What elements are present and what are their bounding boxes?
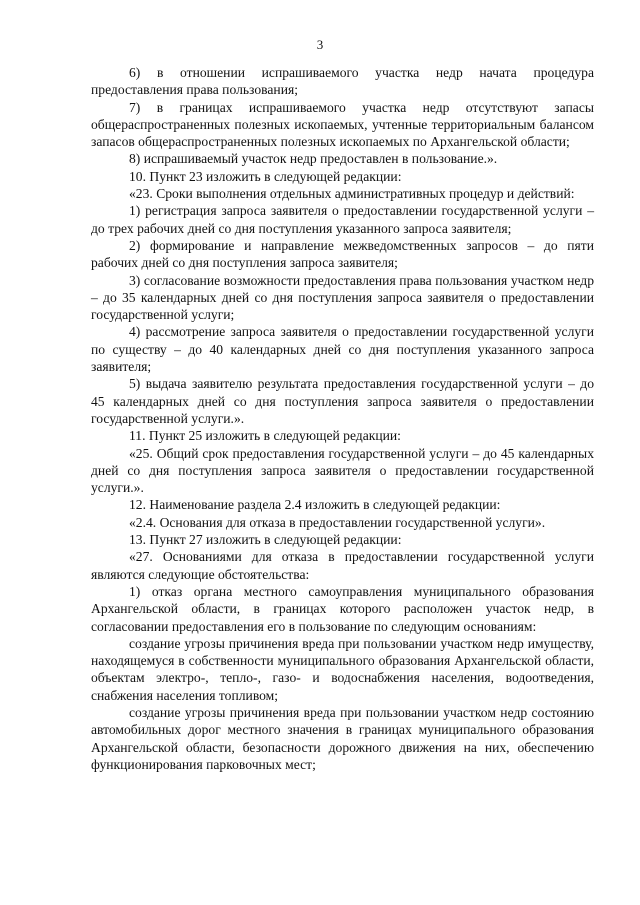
paragraph-clause-27-item-1: 1) отказ органа местного самоуправления муниципального образования Архангельской области, в границах которого расположен участок недр, в согласовании предоставления его в пользование по следующим основаниям: (91, 583, 594, 634)
page-number: 3 (316, 37, 324, 52)
paragraph-item-8: 8) испрашиваемый участок недр предоставлен в пользование.». (129, 151, 498, 167)
paragraph-section-2-4: «2.4. Основания для отказа в предоставлении государственной услуги». (129, 514, 546, 530)
document-body (91, 64, 594, 773)
paragraph-point-11: 11. Пункт 25 изложить в следующей редакции: (129, 428, 401, 444)
paragraph-clause-23-item-5: 5) выдача заявителю результата предоставления государственной услуги – до 45 календарных дней со дня поступления запроса заявителя о предоставлении государственной услуги.». (91, 376, 594, 426)
paragraph-clause-23-item-3: 3) согласование возможности предоставления права пользования участком недр – до 35 календарных дней со дня поступления запроса заявителя о предоставлении государственной услуги; (91, 272, 594, 323)
paragraph-point-13: 13. Пункт 27 изложить в следующей редакции: (129, 532, 402, 548)
paragraph-clause-23: «23. Сроки выполнения отдельных административных процедур и действий: (129, 186, 575, 202)
paragraph-ground-property: создание угрозы причинения вреда при пользовании участком недр имуществу, находящемуся в собственности муниципального образования Архангельской области, объектам электро-, тепло-, газо- и водоснабжения населения, водоотведения, снабжения населения топливом; (91, 635, 594, 703)
paragraph-clause-23-item-4: 4) рассмотрение запроса заявителя о предоставлении государственной услуги по существу – до 40 календарных дней со дня поступления указанного запроса заявителя; (91, 324, 594, 375)
paragraph-clause-25: «25. Общий срок предоставления государственной услуги – до 45 календарных дней со дня поступления запроса заявителя о предоставлении государственной услуги.». (91, 445, 594, 496)
paragraph-ground-roads: создание угрозы причинения вреда при пользовании участком недр состоянию автомобильных дорог местного значения в границах муниципального образования Архангельской области, безопасности дорожного движения на них, обеспечению функционирования парковочных мест; (91, 704, 594, 772)
paragraph-point-10: 10. Пункт 23 изложить в следующей редакции: (129, 168, 402, 184)
paragraph-point-12: 12. Наименование раздела 2.4 изложить в следующей редакции: (129, 497, 501, 513)
paragraph-item-6: 6) в отношении испрашиваемого участка недр начата процедура предоставления права пользования; (91, 65, 594, 98)
paragraph-item-7: 7) в границах испрашиваемого участка недр отсутствуют запасы общераспространенных полезных ископаемых, учтенные территориальным балансом запасов общераспространенных полезных ископаемых по Архангельской области; (91, 99, 594, 150)
paragraph-clause-27: «27. Основаниями для отказа в предоставлении государственной услуги являются следующие обстоятельства: (91, 549, 594, 582)
paragraph-clause-23-item-1: 1) регистрация запроса заявителя о предоставлении государственной услуги – до трех рабочих дней со дня поступления указанного запроса заявителя; (91, 203, 594, 236)
paragraph-clause-23-item-2: 2) формирование и направление межведомственных запросов – до пяти рабочих дней со дня поступления запроса заявителя; (91, 237, 594, 271)
